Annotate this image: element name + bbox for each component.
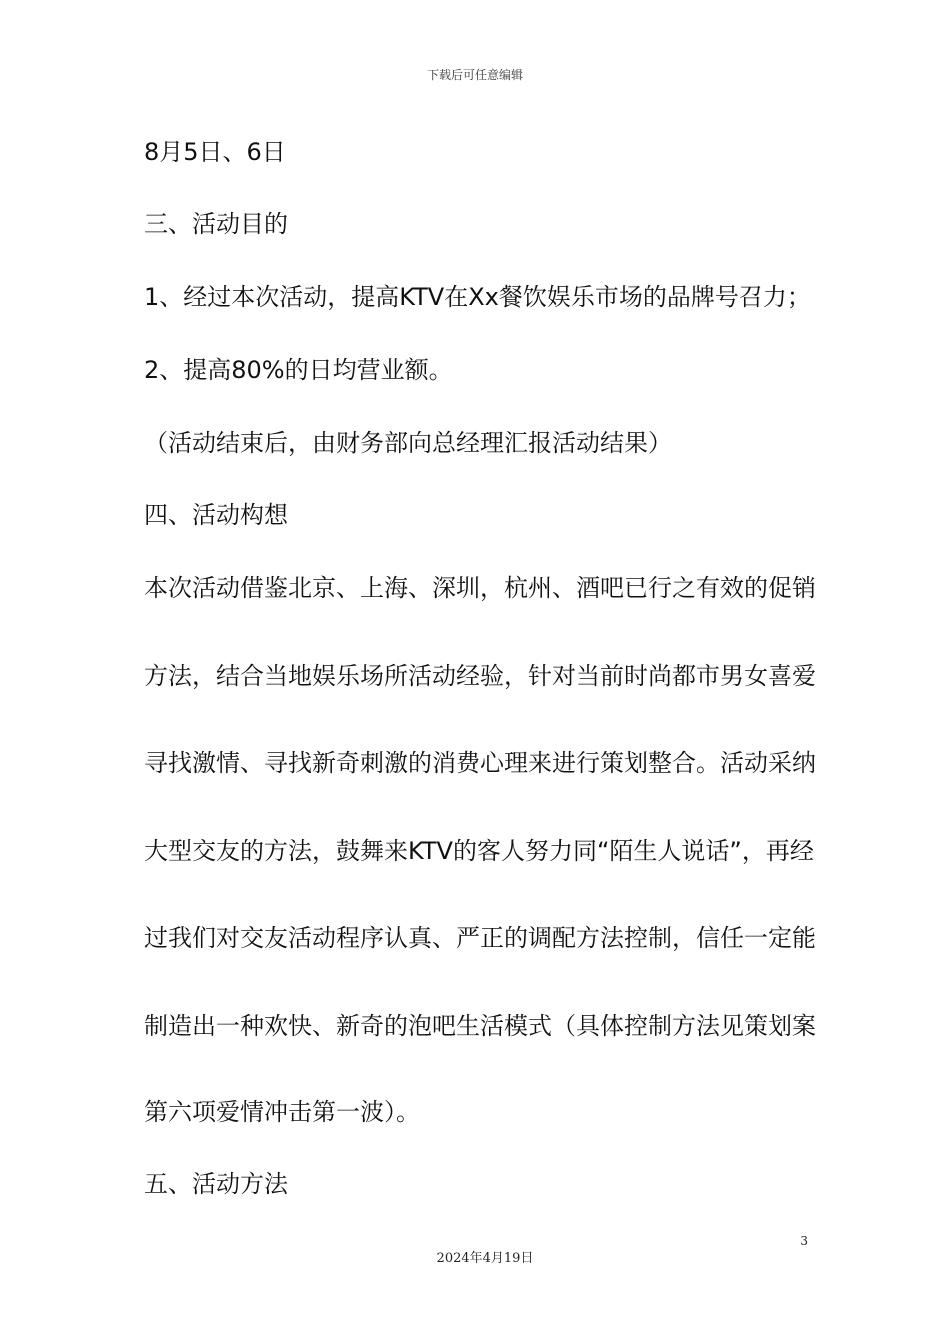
date-line: 8月5日、6日 [144, 138, 286, 166]
footer-date: 2024年4月19日 [436, 1251, 534, 1266]
purpose-item-1: 1、经过本次活动，提高KTV在Xx餐饮娱乐市场的品牌号召力； [144, 283, 811, 311]
page-number: 3 [800, 1234, 808, 1248]
concept-paragraph-line-3: 寻找激情、寻找新奇刺激的消费心理来进行策划整合。活动采纳 [144, 749, 816, 777]
concept-paragraph-line-1: 本次活动借鉴北京、上海、深圳，杭州、酒吧已行之有效的促销 [144, 574, 816, 602]
section-heading-concept: 四、活动构想 [144, 501, 288, 529]
concept-paragraph-line-5: 过我们对交友活动程序认真、严正的调配方法控制，信任一定能 [144, 924, 816, 952]
purpose-item-2: 2、提高80%的日均营业额。 [144, 356, 453, 384]
concept-paragraph-line-7: 第六项爱情冲击第一波）。 [144, 1098, 420, 1126]
concept-paragraph-line-4: 大型交友的方法，鼓舞来KTV的客人努力同“陌生人说话”，再经 [144, 837, 814, 865]
section-heading-method: 五、活动方法 [144, 1170, 288, 1198]
purpose-note: （活动结束后，由财务部向总经理汇报活动结果） [144, 429, 672, 457]
concept-paragraph-line-2: 方法，结合当地娱乐场所活动经验，针对当前时尚都市男女喜爱 [144, 662, 816, 690]
section-heading-purpose: 三、活动目的 [144, 210, 288, 238]
concept-paragraph-line-6: 制造出一种欢快、新奇的泡吧生活模式（具体控制方法见策划案 [144, 1012, 816, 1040]
page-header: 下载后可任意编辑 [426, 68, 523, 82]
